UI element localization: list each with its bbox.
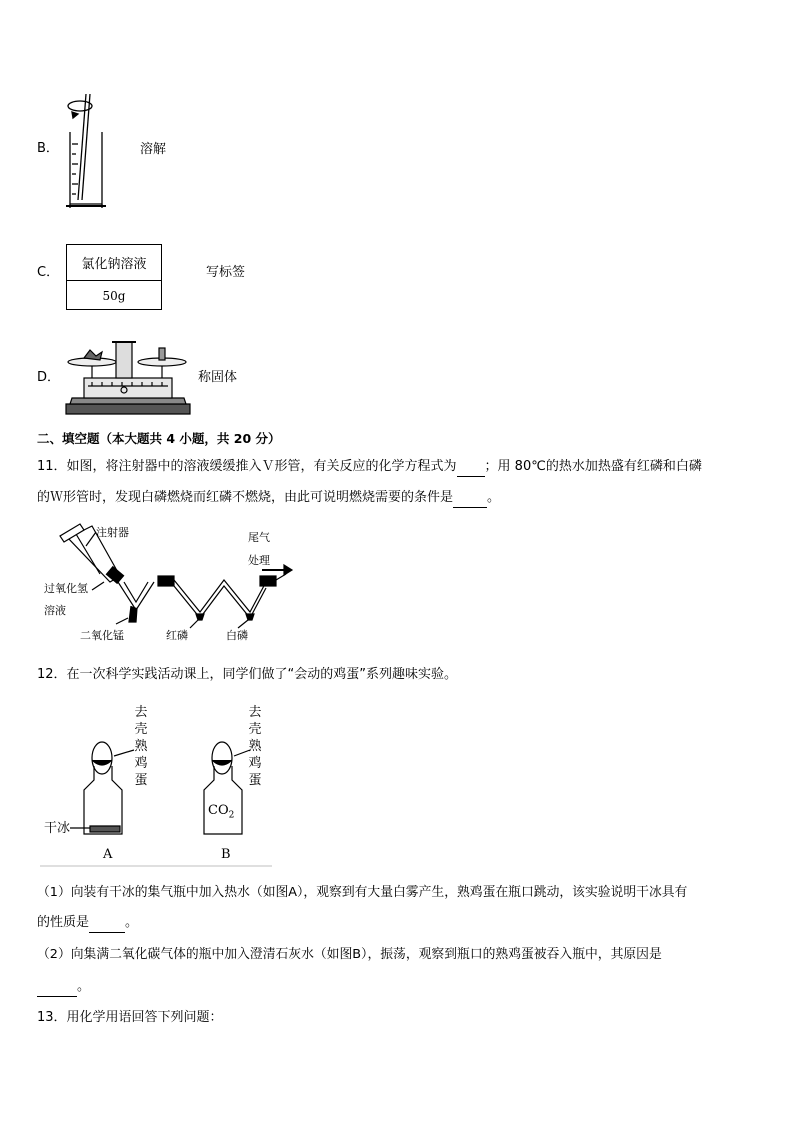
label-h2o2-1: 过氧化氢 bbox=[44, 582, 88, 595]
q11-line1-b: ；用 80℃的热水加热盛有红磷和白磷 bbox=[484, 459, 702, 474]
q12-p1-line1: （1）向装有干冰的集气瓶中加入热水（如图A），观察到有大量白雾产生，熟鸡蛋在瓶口跳动，该实验说明干冰具有 bbox=[37, 885, 688, 900]
label-peeled-egg-a: 去壳熟鸡蛋 bbox=[134, 705, 148, 788]
label-box-title: 氯化钠溶液 bbox=[67, 245, 161, 281]
option-c-label: 写标签 bbox=[206, 265, 246, 280]
q13-intro: 13．用化学用语回答下列问题： bbox=[37, 1010, 223, 1025]
label-white-phosphorus: 白磷 bbox=[226, 629, 248, 642]
label-co2: $CO_2$ bbox=[208, 803, 235, 821]
caption-b: B bbox=[221, 847, 231, 862]
q11-line2-a: 的Ｗ形管时，发现白磷燃烧而红磷不燃烧，由此可说明燃烧需要的条件是 bbox=[37, 490, 454, 505]
q12-intro: 12．在一次科学实践活动课上，同学们做了“会动的鸡蛋”系列趣味实验。 bbox=[37, 667, 458, 682]
q11-line2 bbox=[37, 489, 500, 508]
label-box-mass: 50g bbox=[102, 288, 126, 303]
option-c-letter: C． bbox=[37, 265, 60, 280]
label-tail-gas-1: 尾气 bbox=[248, 531, 270, 544]
label-dry-ice: 干冰 bbox=[44, 821, 71, 836]
bottle-label-box bbox=[66, 244, 162, 310]
label-syringe: 注射器 bbox=[96, 526, 129, 539]
label-tail-gas-2: 处理 bbox=[248, 554, 270, 567]
q12-p1-line2-a: 的性质是 bbox=[37, 915, 90, 930]
answer-blank[interactable] bbox=[89, 914, 125, 933]
answer-blank[interactable] bbox=[37, 978, 77, 997]
option-d-label: 称固体 bbox=[198, 370, 238, 385]
q12-p2-line2 bbox=[37, 978, 90, 997]
option-b-label: 溶解 bbox=[140, 142, 167, 157]
option-d-letter: D． bbox=[37, 370, 61, 385]
label-mno2: 二氧化锰 bbox=[80, 629, 124, 642]
q11-line2-b: 。 bbox=[487, 490, 501, 505]
q11-line1-a: 11．如图，将注射器中的溶液缓缓推入Ｖ形管，有关反应的化学方程式为 bbox=[37, 459, 457, 474]
q12-p1-line2-b: 。 bbox=[125, 915, 139, 930]
q12-p2-line1: （2）向集满二氧化碳气体的瓶中加入澄清石灰水（如图B），振荡，观察到瓶口的熟鸡蛋被吞入瓶中，其原因是 bbox=[37, 947, 662, 962]
dissolving-beaker-icon bbox=[60, 92, 110, 212]
q12-p2-line2-b: 。 bbox=[77, 979, 91, 994]
option-b-letter: B． bbox=[37, 141, 59, 156]
answer-blank[interactable] bbox=[453, 489, 487, 508]
balance-scale-icon bbox=[62, 338, 194, 418]
label-peeled-egg-b: 去壳熟鸡蛋 bbox=[248, 705, 262, 788]
answer-blank[interactable] bbox=[457, 458, 485, 477]
caption-a: A bbox=[103, 847, 113, 862]
q11-line1 bbox=[37, 458, 702, 477]
section-heading: 二、填空题（本大题共 4 小题，共 20 分） bbox=[37, 431, 281, 446]
label-h2o2-2: 溶液 bbox=[44, 604, 66, 617]
q12-p1-line2 bbox=[37, 914, 138, 933]
egg-bottle-experiment-diagram bbox=[40, 700, 272, 870]
label-red-phosphorus: 红磷 bbox=[166, 629, 188, 642]
